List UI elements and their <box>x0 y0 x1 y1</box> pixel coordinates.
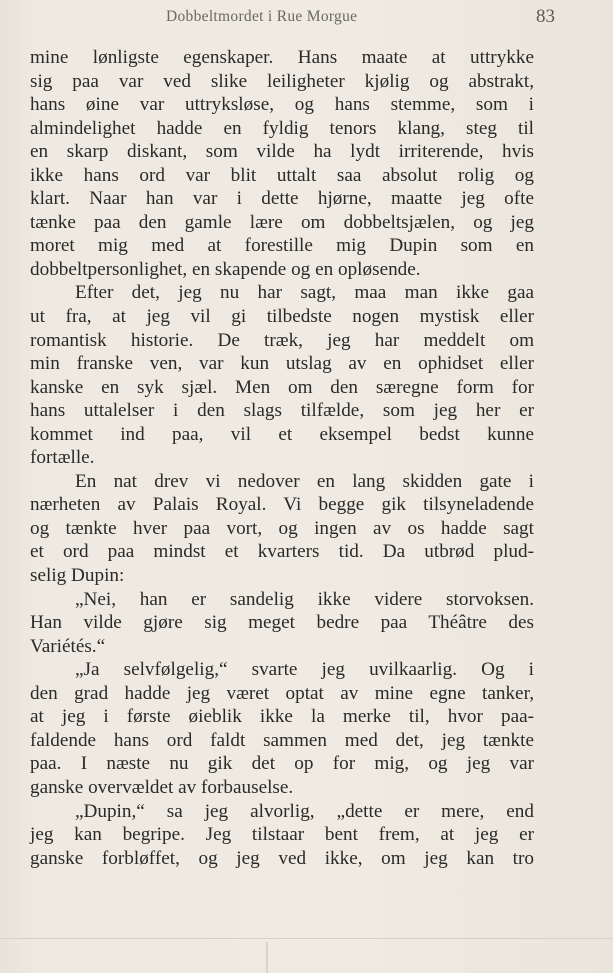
text-line: romantisk historie. De træk, jeg har meddelt om <box>30 329 534 351</box>
binding-mark <box>266 942 268 973</box>
text-line: faldende hans ord faldt sammen med det, jeg tænkte <box>30 729 534 751</box>
text-line: selig Dupin: <box>30 565 125 587</box>
text-line: hans øine var uttryksløse, og hans stemme, som i <box>30 94 534 116</box>
text-line: Han vilde gjøre sig meget bedre paa Théâtre des <box>30 612 534 634</box>
page-number: 83 <box>536 6 555 27</box>
text-line: kommet ind paa, vil et eksempel bedst kunne <box>30 423 534 445</box>
text-line: Efter det, jeg nu har sagt, maa man ikke gaa <box>75 282 534 304</box>
text-line: paa. I næste nu gik det op for mig, og jeg var <box>30 753 534 775</box>
text-line: tænke paa den gamle lære om dobbeltsjælen, og jeg <box>30 211 534 233</box>
body-text <box>30 46 534 870</box>
text-line: nærheten av Palais Royal. Vi begge gik tilsyneladende <box>30 494 534 516</box>
text-line: klart. Naar han var i dette hjørne, maatte jeg ofte <box>30 188 534 210</box>
text-line: jeg kan begripe. Jeg tilstaar bent frem, at jeg er <box>30 824 534 846</box>
text-line: kanske en syk sjæl. Men om den særegne form for <box>30 376 534 398</box>
page-header <box>0 6 613 32</box>
text-line: almindelighet hadde en fyldig tenors klang, steg til <box>30 117 534 139</box>
text-line: „Nei, han er sandelig ikke videre storvoksen. <box>75 588 534 610</box>
text-line: dobbeltpersonlighet, en skapende og en opløsende. <box>30 258 421 280</box>
text-line: den grad hadde jeg været optat av mine egne tanker, <box>30 682 534 704</box>
text-line: ut fra, at jeg vil gi tilbedste nogen mystisk eller <box>30 306 534 328</box>
text-line: og tænkte hver paa vort, og ingen av os hadde sagt <box>30 517 534 539</box>
text-line: En nat drev vi nedover en lang skidden gate i <box>75 470 534 492</box>
text-line: Variétés.“ <box>30 635 106 657</box>
text-line: fortælle. <box>30 447 95 469</box>
text-line: ganske forbløffet, og jeg ved ikke, om jeg kan tro <box>30 847 534 869</box>
running-title: Dobbeltmordet i Rue Morgue <box>166 8 358 25</box>
text-line: en skarp diskant, som vilde ha lydt irriterende, hvis <box>30 141 534 163</box>
text-line: ikke hans ord var blit uttalt saa absolut rolig og <box>30 164 534 186</box>
page-bottom-edge <box>0 938 613 939</box>
text-line: et ord paa mindst et kvarters tid. Da utbrød plud- <box>30 541 534 563</box>
text-line: „Dupin,“ sa jeg alvorlig, „dette er mere, end <box>75 800 534 822</box>
text-line: sig paa var ved slike leiligheter kjølig og abstrakt, <box>30 70 534 92</box>
text-line: moret mig med at forestille mig Dupin som en <box>30 235 534 257</box>
text-line: „Ja selvfølgelig,“ svarte jeg uvilkaarlig. Og i <box>75 659 534 681</box>
text-line: mine lønligste egenskaper. Hans maate at uttrykke <box>30 47 534 68</box>
text-line: ganske overvældet av forbauselse. <box>30 776 294 798</box>
text-line: hans uttalelser i den slags tilfælde, som jeg her er <box>30 400 534 422</box>
text-line: min franske ven, var kun utslag av en ophidset eller <box>30 353 534 375</box>
text-line: at jeg i første øieblik ikke la merke til, hvor paa- <box>30 706 534 728</box>
